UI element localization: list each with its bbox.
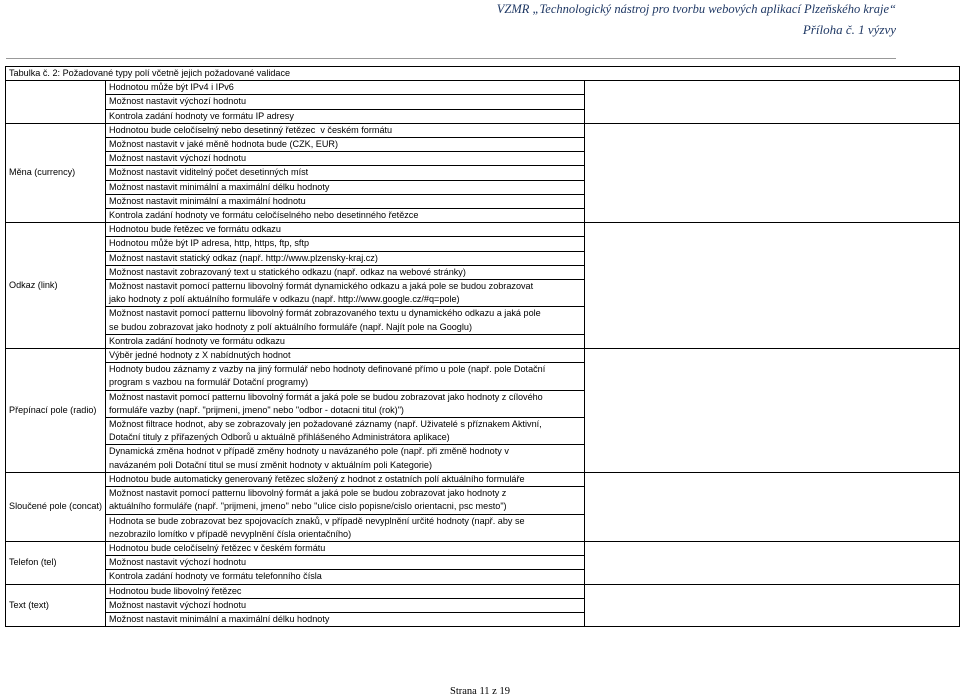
requirement-item: Hodnotou bude celočíselný nebo desetinný řetězec v českém formátu xyxy=(106,124,584,138)
table-row xyxy=(6,472,960,541)
empty-note-cell xyxy=(585,81,960,124)
field-type-label: Měna (currency) xyxy=(6,123,106,222)
requirement-item: Možnost nastavit pomocí patternu libovolný formát dynamického odkazu a jaká pole se budou zobrazovat jako hodnoty z polí aktuálního formuláře v odkazu (např. http://www.google.cz/#q=pole) xyxy=(106,280,584,307)
requirements-cell xyxy=(106,123,585,222)
requirement-item: Možnost nastavit minimální a maximální délku hodnoty xyxy=(106,181,584,195)
field-type-label: Přepínací pole (radio) xyxy=(6,349,106,473)
requirement-item: Možnost nastavit viditelný počet desetinných míst xyxy=(106,166,584,180)
document-header-subtitle: Příloha č. 1 výzvy xyxy=(802,22,896,37)
table-row xyxy=(6,584,960,627)
table-row xyxy=(6,81,960,124)
requirement-item: Kontrola zadání hodnoty ve formátu IP adresy xyxy=(109,110,294,121)
requirements-cell xyxy=(106,472,585,541)
requirement-item: Možnost nastavit minimální a maximální hodnotu xyxy=(106,195,584,209)
requirement-item: Možnost nastavit pomocí patternu libovolný formát a jaká pole se budou zobrazovat jako hodnoty z cílového formuláře vazby (např. "prijmeni, jmeno" nebo "odbor - dotacni titul (rok)") xyxy=(106,391,584,418)
document-header-title: VZMR „Technologický nástroj pro tvorbu webových aplikací Plzeňského kraje“ xyxy=(496,2,896,16)
empty-note-cell xyxy=(585,584,960,627)
empty-note-cell xyxy=(585,472,960,541)
requirement-item: Možnost nastavit v jaké měně hodnota bude (CZK, EUR) xyxy=(106,138,584,152)
field-type-label: Odkaz (link) xyxy=(6,223,106,349)
requirement-item: Možnost filtrace hodnot, aby se zobrazovaly jen požadované záznamy (např. Uživatelé s příznakem Aktivní, Dotační tituly z přiřazených Odborů u aktuálně přihlášeného Administrátora aplikace) xyxy=(106,418,584,445)
validation-table xyxy=(5,66,960,627)
table-row xyxy=(6,223,960,349)
requirement-item: Hodnotou bude řetězec ve formátu odkazu xyxy=(106,223,584,237)
requirement-item: Hodnotou bude libovolný řetězec xyxy=(106,585,584,599)
requirement-item: Možnost nastavit výchozí hodnotu xyxy=(106,556,584,570)
requirement-item: Hodnotou bude automaticky generovaný řetězec složený z hodnot z ostatních polí aktuálního formuláře xyxy=(106,473,584,487)
requirement-item: Hodnoty budou záznamy z vazby na jiný formulář nebo hodnoty definované přímo u pole (např. pole Dotační program s vazbou na formulář Dotační programy) xyxy=(106,363,584,390)
table-title-row xyxy=(6,67,960,81)
requirement-item: Možnost nastavit statický odkaz (např. http://www.plzensky-kraj.cz) xyxy=(106,252,584,266)
requirement-item: Kontrola zadání hodnoty ve formátu celočíselného nebo desetinného řetězce xyxy=(109,210,419,221)
table-title: Tabulka č. 2: Požadované typy polí včetně jejich požadované validace xyxy=(6,67,960,81)
requirement-item: Kontrola zadání hodnoty ve formátu telefonního čísla xyxy=(109,571,322,582)
empty-note-cell xyxy=(585,123,960,222)
requirements-cell xyxy=(106,541,585,584)
field-type-label xyxy=(6,81,106,124)
requirement-item: Možnost nastavit výchozí hodnotu xyxy=(106,152,584,166)
requirement-item: Hodnota se bude zobrazovat bez spojovacích znaků, v případě nevyplnění určité hodnoty (např. aby se nezobrazilo lomítko v případě nevyplnění čísla orientačního) xyxy=(109,515,525,539)
requirement-item: Výběr jedné hodnoty z X nabídnutých hodnot xyxy=(106,349,584,363)
requirement-item: Možnost nastavit výchozí hodnotu xyxy=(106,95,584,109)
requirement-item: Kontrola zadání hodnoty ve formátu odkazu xyxy=(109,335,285,346)
requirement-item: Hodnotou může být IPv4 i IPv6 xyxy=(106,81,584,95)
field-type-label: Telefon (tel) xyxy=(6,541,106,584)
requirement-item: Hodnotou bude celočíselný řetězec v českém formátu xyxy=(106,542,584,556)
table-row xyxy=(6,123,960,222)
requirement-item: Hodnotou může být IP adresa, http, https, ftp, sftp xyxy=(106,237,584,251)
table-row xyxy=(6,541,960,584)
header-divider xyxy=(6,58,896,59)
empty-note-cell xyxy=(585,223,960,349)
requirement-item: Dynamická změna hodnot v případě změny hodnoty u navázaného pole (např. při změně hodnoty v navázaném poli Dotační titul se musí změnit hodnoty v aktuálním poli Kategorie) xyxy=(109,446,509,470)
field-type-label: Text (text) xyxy=(6,584,106,627)
requirements-cell xyxy=(106,349,585,473)
requirements-cell xyxy=(106,81,585,124)
requirement-item: Možnost nastavit výchozí hodnotu xyxy=(106,599,584,613)
requirement-item: Možnost nastavit zobrazovaný text u statického odkazu (např. odkaz na webové stránky) xyxy=(106,266,584,280)
requirement-item: Možnost nastavit pomocí patternu libovolný formát a jaká pole se budou zobrazovat jako hodnoty z aktuálního formuláře (např. "prijmeni, jmeno" nebo "ulice cislo popisne/cislo orientacni, psc mesto") xyxy=(106,487,584,514)
requirement-item: Možnost nastavit minimální a maximální délku hodnoty xyxy=(109,613,330,624)
requirements-cell xyxy=(106,223,585,349)
empty-note-cell xyxy=(585,349,960,473)
table-row xyxy=(6,349,960,473)
requirements-cell xyxy=(106,584,585,627)
empty-note-cell xyxy=(585,541,960,584)
field-type-label: Sloučené pole (concat) xyxy=(6,472,106,541)
page-number: Strana 11 z 19 xyxy=(450,686,510,697)
requirement-item: Možnost nastavit pomocí patternu libovolný formát zobrazovaného textu u dynamického odkazu a jaká pole se budou zobrazovat jako hodnoty z polí aktuálního formuláře (např. Najít pole na Googlu) xyxy=(106,307,584,334)
